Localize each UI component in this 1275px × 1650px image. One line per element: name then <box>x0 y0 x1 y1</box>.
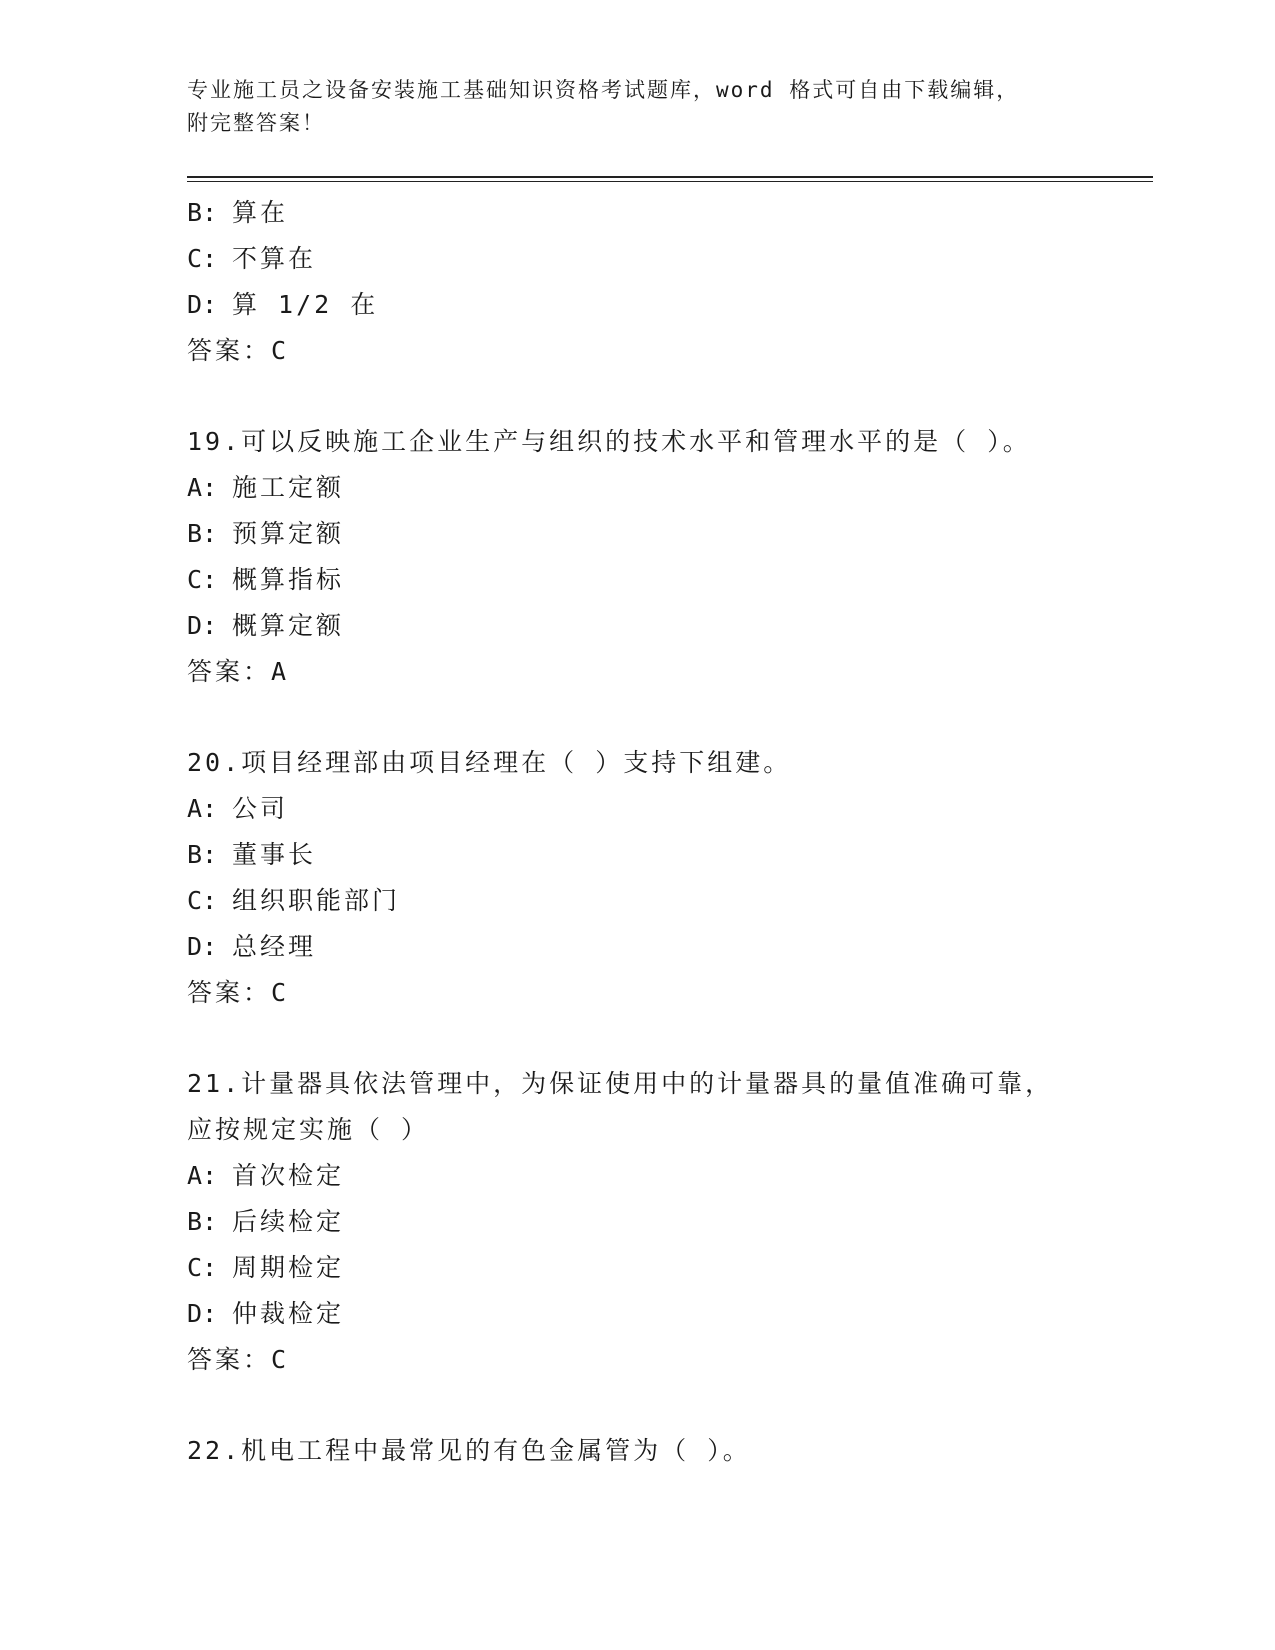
answer-line: 答案：A <box>187 657 290 686</box>
option-letter: A: <box>187 1161 218 1190</box>
option-text: 后续检定 <box>232 1207 345 1236</box>
question-stem: 19.可以反映施工企业生产与组织的技术水平和管理水平的是（ ）。 <box>187 427 1031 456</box>
answer-line: 答案：C <box>187 978 290 1007</box>
question-stem: 21.计量器具依法管理中，为保证使用中的计量器具的量值准确可靠， <box>187 1069 1054 1098</box>
question-spacer <box>187 374 1147 419</box>
option-line <box>187 924 1147 970</box>
question-block <box>187 1428 1147 1474</box>
question-spacer <box>187 695 1147 740</box>
question-spacer <box>187 1383 1147 1428</box>
option-letter: C: <box>187 565 218 594</box>
option-line <box>187 1245 1147 1291</box>
option-text: 公司 <box>232 794 289 823</box>
option-letter: B: <box>187 840 218 869</box>
question-stem: 应按规定实施（ ） <box>187 1115 430 1144</box>
option-text: 预算定额 <box>232 519 345 548</box>
header-line-1: 专业施工员之设备安装施工基础知识资格考试题库，word 格式可自由下载编辑， <box>187 78 1020 102</box>
option-text: 概算定额 <box>232 611 345 640</box>
option-line <box>187 282 1147 328</box>
option-letter: D: <box>187 611 218 640</box>
option-text: 算 1/2 在 <box>232 290 379 319</box>
option-text: 周期检定 <box>232 1253 345 1282</box>
question-block <box>187 740 1147 1016</box>
question-block <box>187 419 1147 695</box>
header-rule-thin <box>187 181 1153 182</box>
header-rule-thick <box>187 176 1153 178</box>
option-letter: C: <box>187 1253 218 1282</box>
document-body <box>187 190 1147 1474</box>
option-text: 不算在 <box>232 244 317 273</box>
option-letter: B: <box>187 519 218 548</box>
answer-line: 答案：C <box>187 336 290 365</box>
option-text: 概算指标 <box>232 565 345 594</box>
option-line <box>187 878 1147 924</box>
option-letter: C: <box>187 244 218 273</box>
option-line <box>187 557 1147 603</box>
option-text: 组织职能部门 <box>232 886 401 915</box>
option-line <box>187 465 1147 511</box>
question-spacer <box>187 1016 1147 1061</box>
option-letter: D: <box>187 1299 218 1328</box>
option-line <box>187 603 1147 649</box>
option-line <box>187 236 1147 282</box>
option-line <box>187 1291 1147 1337</box>
option-letter: B: <box>187 1207 218 1236</box>
option-text: 总经理 <box>232 932 317 961</box>
option-letter: D: <box>187 290 218 319</box>
option-text: 董事长 <box>232 840 317 869</box>
page-header <box>187 74 1067 140</box>
option-line <box>187 1153 1147 1199</box>
option-letter: B: <box>187 198 218 227</box>
option-text: 算在 <box>232 198 289 227</box>
option-line <box>187 786 1147 832</box>
header-line-2: 附完整答案！ <box>187 111 325 135</box>
option-text: 施工定额 <box>232 473 345 502</box>
answer-line: 答案：C <box>187 1345 290 1374</box>
option-letter: A: <box>187 473 218 502</box>
option-text: 首次检定 <box>232 1161 345 1190</box>
option-letter: D: <box>187 932 218 961</box>
option-line <box>187 511 1147 557</box>
question-stem: 22.机电工程中最常见的有色金属管为（ ）。 <box>187 1436 751 1465</box>
option-line <box>187 1199 1147 1245</box>
question-block <box>187 1061 1147 1383</box>
option-text: 仲裁检定 <box>232 1299 345 1328</box>
option-letter: C: <box>187 886 218 915</box>
option-line <box>187 832 1147 878</box>
option-letter: A: <box>187 794 218 823</box>
option-line <box>187 190 1147 236</box>
question-stem: 20.项目经理部由项目经理在（ ）支持下组建。 <box>187 748 792 777</box>
question-block-prev <box>187 190 1147 374</box>
